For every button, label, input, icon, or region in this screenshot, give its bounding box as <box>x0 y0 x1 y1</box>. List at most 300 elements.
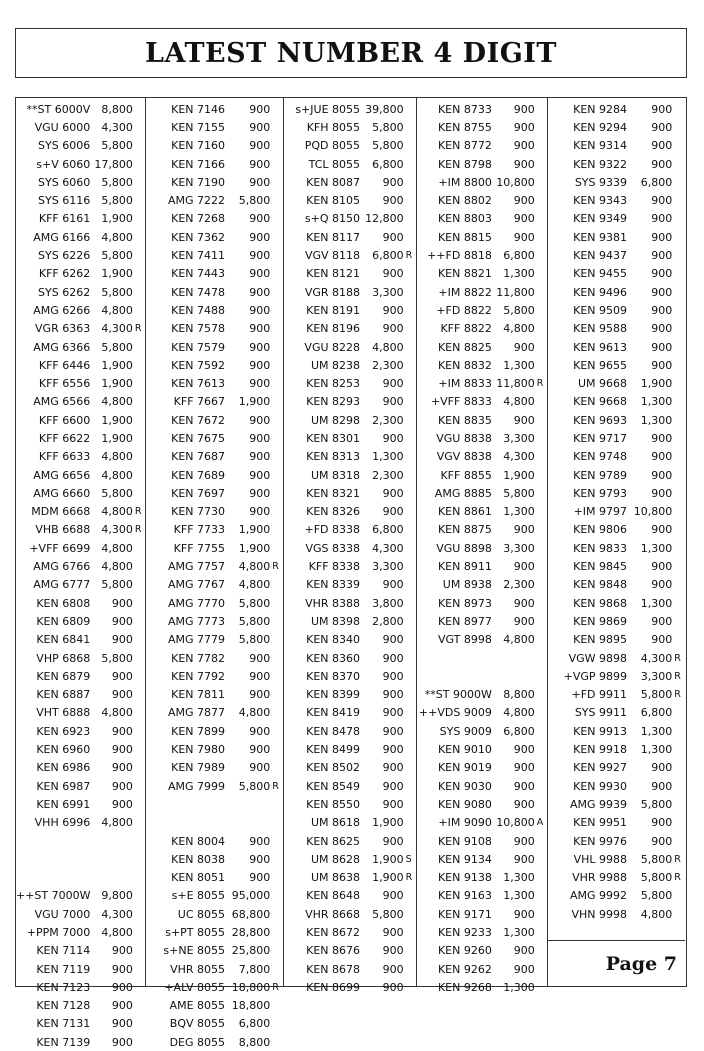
list-item <box>284 960 416 978</box>
list-item <box>16 283 145 301</box>
number-code: KEN 9010 <box>437 743 492 757</box>
number-price: 5,800 <box>101 578 133 592</box>
number-code: AMG 7877 <box>167 706 226 720</box>
list-item <box>284 503 416 521</box>
number-code: KEN 8699 <box>306 980 361 994</box>
number-price: 1,300 <box>503 980 535 994</box>
number-code: KEN 7488 <box>171 303 226 317</box>
number-price: 900 <box>382 486 404 500</box>
list-item <box>16 722 145 740</box>
list-item <box>146 173 283 191</box>
number-price: 900 <box>249 761 271 775</box>
number-price: 900 <box>382 651 404 665</box>
number-code: +VFF 8833 <box>430 395 492 409</box>
list-item <box>16 466 145 484</box>
number-code: +IM 8822 <box>438 285 492 299</box>
list-item <box>417 740 547 758</box>
number-code: AMG 7767 <box>167 578 226 592</box>
number-code: AMG 6660 <box>33 486 91 500</box>
list-item <box>548 411 685 429</box>
list-item <box>417 978 547 996</box>
list-item <box>146 612 283 630</box>
number-code: s+JUE 8055 <box>295 102 361 116</box>
number-price: 900 <box>249 358 271 372</box>
number-flag: R <box>134 506 142 518</box>
list-item <box>284 356 416 374</box>
number-price: 900 <box>651 139 673 153</box>
list-item <box>417 777 547 795</box>
list-item <box>548 484 685 502</box>
list-item <box>16 100 145 118</box>
number-code: KEN 9349 <box>573 212 628 226</box>
number-code: KEN 6923 <box>36 724 91 738</box>
list-item <box>548 210 685 228</box>
number-code: +VGP 9899 <box>563 669 628 683</box>
number-code: AMG 6266 <box>33 303 91 317</box>
list-item <box>16 210 145 228</box>
number-price: 900 <box>382 834 404 848</box>
number-price: 1,300 <box>640 743 673 757</box>
number-code: KEN 8825 <box>437 340 492 354</box>
number-price: 900 <box>382 962 404 976</box>
list-item <box>16 795 145 813</box>
number-code: KEN 8911 <box>437 560 492 574</box>
number-code: AMG 7779 <box>167 633 226 647</box>
number-price: 5,800 <box>101 194 133 208</box>
number-flag: R <box>674 652 681 664</box>
list-item <box>417 210 547 228</box>
number-code: KEN 8370 <box>306 669 361 683</box>
number-price: 4,800 <box>101 560 133 574</box>
list-item <box>548 246 685 264</box>
list-item <box>284 649 416 667</box>
number-code: KEN 8861 <box>437 505 492 519</box>
number-code: KEN 7478 <box>171 285 226 299</box>
number-price: 900 <box>382 578 404 592</box>
number-price: 900 <box>249 212 271 226</box>
number-code: SYS 9009 <box>439 724 492 738</box>
list-item <box>417 320 547 338</box>
list-item <box>16 740 145 758</box>
number-price: 1,300 <box>640 395 673 409</box>
number-code: VGU 8228 <box>304 340 361 354</box>
number-code: AMG 6366 <box>33 340 91 354</box>
number-price: 900 <box>382 761 404 775</box>
number-price: 5,800 <box>640 889 673 903</box>
number-code: KEN 8832 <box>437 358 492 372</box>
number-price: 900 <box>249 322 271 336</box>
list-item <box>16 484 145 502</box>
page-number: Page 7 <box>605 952 677 975</box>
list-item <box>16 338 145 356</box>
number-code: KFF 6446 <box>38 358 91 372</box>
number-price: 900 <box>382 322 404 336</box>
number-code: VHH 6996 <box>34 816 91 830</box>
number-code: AME 8055 <box>169 999 226 1013</box>
number-code: +IM 8800 <box>438 175 492 189</box>
number-code: KEN 8105 <box>306 194 361 208</box>
number-code: KEN 7792 <box>171 669 226 683</box>
number-code: +IM 9797 <box>573 505 628 519</box>
number-code: KFF 6161 <box>38 212 91 226</box>
list-item <box>146 960 283 978</box>
number-code: KEN 9845 <box>573 560 628 574</box>
number-price: 900 <box>651 523 673 537</box>
number-price: 4,300 <box>101 907 133 921</box>
number-code: VGW 9898 <box>568 651 628 665</box>
number-price: 900 <box>651 431 673 445</box>
number-price: 4,800 <box>503 322 535 336</box>
number-code: KEN 8550 <box>306 797 361 811</box>
number-price: 3,800 <box>372 596 404 610</box>
number-price: 900 <box>513 761 535 775</box>
number-price: 900 <box>111 1017 133 1031</box>
number-price: 900 <box>249 743 271 757</box>
number-code: KEN 7119 <box>36 962 91 976</box>
list-item <box>284 228 416 246</box>
list-item <box>146 283 283 301</box>
list-item <box>146 484 283 502</box>
number-price: 8,800 <box>101 102 133 116</box>
number-price: 900 <box>382 267 404 281</box>
number-code: KEN 9262 <box>437 962 492 976</box>
number-price: 11,800 <box>496 377 535 391</box>
number-price: 900 <box>382 724 404 738</box>
number-price: 900 <box>651 249 673 263</box>
number-price: 900 <box>382 377 404 391</box>
list-item <box>548 887 685 905</box>
number-price: 1,300 <box>503 889 535 903</box>
number-flag: R <box>134 323 142 335</box>
list-item <box>284 905 416 923</box>
number-code: VHR 9988 <box>572 871 628 885</box>
number-price: 4,800 <box>238 578 271 592</box>
number-price: 6,800 <box>503 724 535 738</box>
number-code: +FD 8338 <box>304 523 361 537</box>
number-price: 2,300 <box>372 468 404 482</box>
number-price: 900 <box>249 468 271 482</box>
number-code: KEN 8625 <box>306 834 361 848</box>
list-item <box>284 594 416 612</box>
list-item <box>417 612 547 630</box>
number-price: 4,300 <box>101 322 133 336</box>
number-flag: R <box>405 872 413 884</box>
number-price: 900 <box>513 834 535 848</box>
number-price: 900 <box>513 944 535 958</box>
number-price: 25,800 <box>231 944 271 958</box>
number-price: 900 <box>249 230 271 244</box>
number-flag: R <box>272 780 279 792</box>
number-code: UM 8398 <box>310 614 361 628</box>
list-item <box>284 484 416 502</box>
number-code: s+E 8055 <box>171 889 226 903</box>
list-item <box>16 978 145 996</box>
number-code: KFH 8055 <box>306 120 361 134</box>
list-item <box>146 795 283 813</box>
list-item <box>16 667 145 685</box>
list-item <box>548 777 685 795</box>
list-item <box>16 960 145 978</box>
number-price: 900 <box>249 139 271 153</box>
list-item <box>16 686 145 704</box>
number-code: KEN 8360 <box>306 651 361 665</box>
number-code: KEN 8678 <box>306 962 361 976</box>
list-item <box>417 887 547 905</box>
number-code: KEN 8977 <box>437 614 492 628</box>
list-item <box>16 320 145 338</box>
number-price: 900 <box>249 871 271 885</box>
column-3 <box>284 98 417 994</box>
number-code: **ST 9000W <box>424 688 492 702</box>
list-item <box>548 503 685 521</box>
list-item <box>16 832 145 850</box>
list-item <box>417 960 547 978</box>
number-price: 1,300 <box>503 505 535 519</box>
number-price: 8,800 <box>503 688 535 702</box>
number-code: KEN 9868 <box>573 596 628 610</box>
number-price: 9,800 <box>101 889 133 903</box>
number-code: KEN 9509 <box>573 303 628 317</box>
number-code: KEN 7689 <box>171 468 226 482</box>
list-item <box>146 338 283 356</box>
number-price: 4,800 <box>503 633 535 647</box>
number-code: KFF 8338 <box>308 560 361 574</box>
number-code: KEN 9588 <box>573 322 628 336</box>
number-code: MDM 6668 <box>31 505 91 519</box>
number-code: KEN 8835 <box>437 413 492 427</box>
number-code: KEN 8293 <box>306 395 361 409</box>
number-code: KEN 8815 <box>437 230 492 244</box>
number-code: KEN 8051 <box>171 871 226 885</box>
number-price: 5,800 <box>101 139 133 153</box>
number-price: 900 <box>651 322 673 336</box>
page-title: LATEST NUMBER 4 DIGIT <box>145 37 557 69</box>
number-code: KEN 9233 <box>437 926 492 939</box>
number-price: 10,800 <box>496 816 535 830</box>
number-code: KEN 9108 <box>437 834 492 848</box>
number-price: 900 <box>651 230 673 244</box>
list-item <box>16 393 145 411</box>
list-item <box>417 557 547 575</box>
list-item <box>16 191 145 209</box>
number-price: 4,800 <box>101 926 133 939</box>
list-item <box>16 118 145 136</box>
number-price: 900 <box>513 157 535 171</box>
number-code: KEN 7899 <box>171 724 226 738</box>
list-item <box>284 155 416 173</box>
list-item <box>16 777 145 795</box>
number-price: 900 <box>513 962 535 976</box>
list-item <box>548 722 685 740</box>
list-item <box>417 301 547 319</box>
list-item <box>16 155 145 173</box>
number-code: KEN 8087 <box>306 175 361 189</box>
number-code: KEN 9613 <box>573 340 628 354</box>
number-price: 5,800 <box>503 486 535 500</box>
list-item <box>146 301 283 319</box>
list-item <box>16 557 145 575</box>
number-code: VGR 8188 <box>304 285 361 299</box>
number-code: AMG 9992 <box>569 889 628 903</box>
list-item <box>284 191 416 209</box>
number-price: 900 <box>651 358 673 372</box>
list-item <box>146 704 283 722</box>
list-item <box>417 393 547 411</box>
number-price: 900 <box>249 120 271 134</box>
number-code: KEN 8038 <box>171 852 226 866</box>
list-item <box>284 539 416 557</box>
list-item <box>284 576 416 594</box>
number-price: 900 <box>249 413 271 427</box>
number-code: UM 8318 <box>310 468 361 482</box>
list-item <box>146 997 283 1015</box>
number-code: AMG 7757 <box>167 560 226 574</box>
list-item <box>417 100 547 118</box>
list-item <box>284 686 416 704</box>
number-code: AMG 8885 <box>434 486 492 500</box>
number-code: KEN 9895 <box>573 633 628 647</box>
number-price: 12,800 <box>365 212 404 226</box>
column-2 <box>146 98 284 1049</box>
number-price: 900 <box>651 816 673 830</box>
list-item <box>284 393 416 411</box>
number-price: 3,300 <box>372 560 404 574</box>
number-code: KEN 6987 <box>36 779 91 793</box>
list-item <box>16 850 145 868</box>
number-price: 5,800 <box>640 797 673 811</box>
number-price: 900 <box>513 614 535 628</box>
number-price: 4,300 <box>372 541 404 555</box>
number-flag: R <box>674 689 681 701</box>
list-item <box>417 228 547 246</box>
list-item <box>548 704 685 722</box>
number-price: 4,800 <box>372 340 404 354</box>
number-price: 900 <box>651 834 673 848</box>
list-item <box>417 246 547 264</box>
list-item <box>16 265 145 283</box>
number-code: KEN 8196 <box>306 322 361 336</box>
number-price: 18,800 <box>231 999 271 1013</box>
number-code: AMG 7999 <box>167 779 226 793</box>
number-code: KEN 9381 <box>573 230 628 244</box>
number-code: +FD 8822 <box>436 303 492 317</box>
number-price: 1,900 <box>101 212 133 226</box>
number-price: 900 <box>513 797 535 811</box>
number-flag: R <box>536 378 544 390</box>
number-price: 900 <box>651 285 673 299</box>
number-code: KEN 8419 <box>306 706 361 720</box>
number-code: ++FD 8818 <box>427 249 492 263</box>
number-code: KEN 9848 <box>573 578 628 592</box>
list-item <box>16 576 145 594</box>
number-price: 1,900 <box>101 377 133 391</box>
number-price: 900 <box>513 139 535 153</box>
number-price: 39,800 <box>365 102 404 116</box>
number-price: 900 <box>513 779 535 793</box>
list-item <box>284 557 416 575</box>
list-item <box>284 923 416 941</box>
number-code: KEN 9789 <box>573 468 628 482</box>
number-price: 900 <box>111 980 133 994</box>
number-price: 900 <box>651 303 673 317</box>
list-item <box>548 191 685 209</box>
number-code: PQD 8055 <box>304 139 361 153</box>
list-item <box>548 393 685 411</box>
number-code: KEN 9668 <box>573 395 628 409</box>
number-code: DEG 8055 <box>169 1035 226 1049</box>
number-code: KEN 7675 <box>171 431 226 445</box>
number-code: KEN 7672 <box>171 413 226 427</box>
list-item <box>417 814 547 832</box>
list-item <box>548 118 685 136</box>
number-price: 3,300 <box>372 285 404 299</box>
number-code: UM 8298 <box>310 413 361 427</box>
number-code: KEN 8676 <box>306 944 361 958</box>
number-code: KEN 9455 <box>573 267 628 281</box>
number-code: VGU 8838 <box>436 431 492 445</box>
number-price: 5,800 <box>640 688 673 702</box>
list-item <box>284 814 416 832</box>
number-price: 900 <box>382 926 404 939</box>
list-item <box>16 612 145 630</box>
list-item <box>284 100 416 118</box>
number-price: 900 <box>513 102 535 116</box>
number-price: 900 <box>249 377 271 391</box>
number-code: KFF 6633 <box>38 450 91 464</box>
list-item <box>146 905 283 923</box>
list-item <box>284 210 416 228</box>
list-item <box>417 466 547 484</box>
number-price: 900 <box>249 486 271 500</box>
list-item <box>284 283 416 301</box>
number-code: KEN 6808 <box>36 596 91 610</box>
number-code: BQV 8055 <box>169 1017 226 1031</box>
list-item <box>16 759 145 777</box>
column-4 <box>417 98 548 994</box>
list-item <box>417 759 547 777</box>
list-item <box>16 137 145 155</box>
number-price: 5,800 <box>101 175 133 189</box>
number-code: KEN 9268 <box>437 980 492 994</box>
column-1 <box>16 98 146 1049</box>
number-code: KEN 9717 <box>573 431 628 445</box>
list-item <box>146 887 283 905</box>
number-code: SYS 9339 <box>574 175 628 189</box>
number-price: 4,800 <box>503 395 535 409</box>
number-price: 2,300 <box>503 578 535 592</box>
number-price: 1,300 <box>640 724 673 738</box>
number-code: KEN 8672 <box>306 926 361 939</box>
number-code: AMG 6766 <box>33 560 91 574</box>
number-price: 900 <box>651 779 673 793</box>
number-code: KEN 7190 <box>171 175 226 189</box>
number-price: 900 <box>111 999 133 1013</box>
list-item <box>146 137 283 155</box>
number-code: UM 8638 <box>310 871 361 885</box>
list-item <box>417 374 547 392</box>
number-code: VGU 8898 <box>436 541 492 555</box>
number-price: 1,900 <box>238 541 271 555</box>
list-item <box>417 338 547 356</box>
number-price: 1,300 <box>503 926 535 939</box>
list-item <box>548 265 685 283</box>
list-item <box>284 411 416 429</box>
list-item <box>284 374 416 392</box>
number-price: 4,800 <box>101 816 133 830</box>
number-price: 900 <box>382 505 404 519</box>
list-item <box>548 155 685 173</box>
list-item <box>284 612 416 630</box>
